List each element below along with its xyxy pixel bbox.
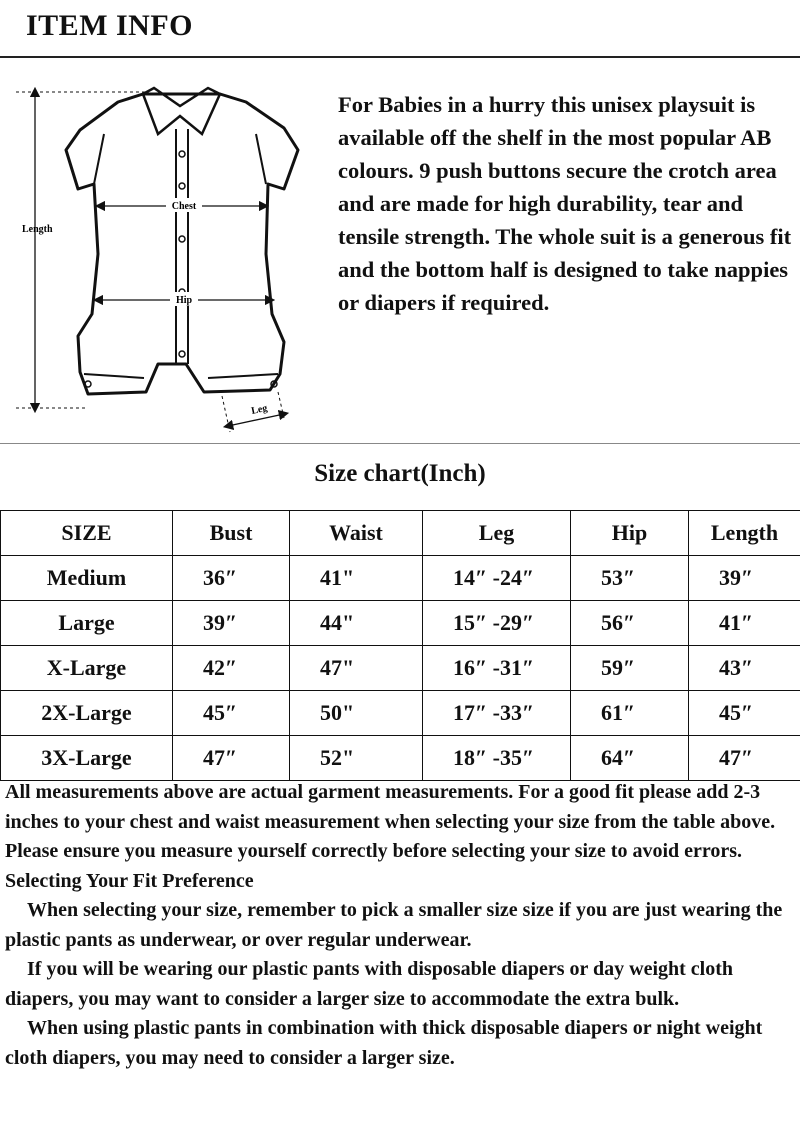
romper-outline <box>66 94 298 394</box>
size-cell: Large <box>1 601 173 646</box>
fit-note-smaller: When selecting your size, remember to pick a smaller size size if you are just wearing the plastic pants as underwear, or over regular underwear. <box>5 899 783 951</box>
section-divider <box>0 443 800 444</box>
length-cell: 45″ <box>689 691 800 736</box>
header <box>0 0 800 58</box>
leg-label: Leg <box>250 402 269 417</box>
size-chart-title: Size chart(Inch) <box>314 460 486 487</box>
table-row <box>1 556 800 601</box>
bust-cell: 39″ <box>173 601 290 646</box>
hip-label: Hip <box>175 295 193 306</box>
bust-cell: 36″ <box>173 556 290 601</box>
bust-cell: 47″ <box>173 736 290 781</box>
hip-cell: 56″ <box>571 601 689 646</box>
measurement-note: All measurements above are actual garment measurements. For a good fit please add 2-3 inches to your chest and waist measurement when selecting your size from the table above. Please ensure you measure yourself correctly before selecting your size to avoid errors. <box>5 781 776 862</box>
length-cell: 43″ <box>689 646 800 691</box>
bust-cell: 42″ <box>173 646 290 691</box>
leg-cell: 14″ -24″ <box>423 556 571 601</box>
column-header: Length <box>689 511 800 556</box>
length-label: Length <box>22 224 53 235</box>
length-cell: 41″ <box>689 601 800 646</box>
table-row <box>1 736 800 781</box>
waist-cell: 52" <box>290 736 423 781</box>
hip-cell: 59″ <box>571 646 689 691</box>
page-title: ITEM INFO <box>26 9 194 42</box>
table-row <box>1 646 800 691</box>
table-row <box>1 601 800 646</box>
column-header: Bust <box>173 511 290 556</box>
hip-cell: 61″ <box>571 691 689 736</box>
size-cell: 2X-Large <box>1 691 173 736</box>
waist-cell: 47" <box>290 646 423 691</box>
column-header: Waist <box>290 511 423 556</box>
chest-label: Chest <box>171 201 197 212</box>
length-cell: 39″ <box>689 556 800 601</box>
size-cell: 3X-Large <box>1 736 173 781</box>
fit-note-thick: When using plastic pants in combination with thick disposable diapers or night weight cloth diapers, you may need to consider a larger size. <box>5 1017 763 1069</box>
waist-cell: 41" <box>290 556 423 601</box>
table-header-row <box>1 511 800 556</box>
fit-heading: Selecting Your Fit Preference <box>5 869 254 892</box>
leg-cell: 15″ -29″ <box>423 601 571 646</box>
leg-cell: 18″ -35″ <box>423 736 571 781</box>
notes-section <box>5 778 800 1073</box>
column-header: Leg <box>423 511 571 556</box>
table-row <box>1 691 800 736</box>
bust-cell: 45″ <box>173 691 290 736</box>
hip-cell: 64″ <box>571 736 689 781</box>
waist-cell: 44" <box>290 601 423 646</box>
romper-illustration <box>8 74 328 444</box>
size-cell: X-Large <box>1 646 173 691</box>
column-header: Hip <box>571 511 689 556</box>
fit-note-larger: If you will be wearing our plastic pants with disposable diapers or day weight cloth diapers, you may want to consider a larger size to accommodate the extra bulk. <box>5 958 734 1010</box>
product-description: For Babies in a hurry this unisex playsuit is available off the shelf in the most popular AB colours. 9 push buttons secure the crotch area and are made for high durability, tear and tensile strength. The whole suit is a generous fit and the bottom half is designed to take nappies or diapers if required. <box>338 92 792 315</box>
size-chart-table <box>0 510 800 781</box>
leg-cell: 17″ -33″ <box>423 691 571 736</box>
garment-diagram <box>8 74 328 444</box>
leg-cell: 16″ -31″ <box>423 646 571 691</box>
size-cell: Medium <box>1 556 173 601</box>
column-header: SIZE <box>1 511 173 556</box>
hip-cell: 53″ <box>571 556 689 601</box>
waist-cell: 50" <box>290 691 423 736</box>
header-divider <box>0 56 800 58</box>
length-cell: 47″ <box>689 736 800 781</box>
